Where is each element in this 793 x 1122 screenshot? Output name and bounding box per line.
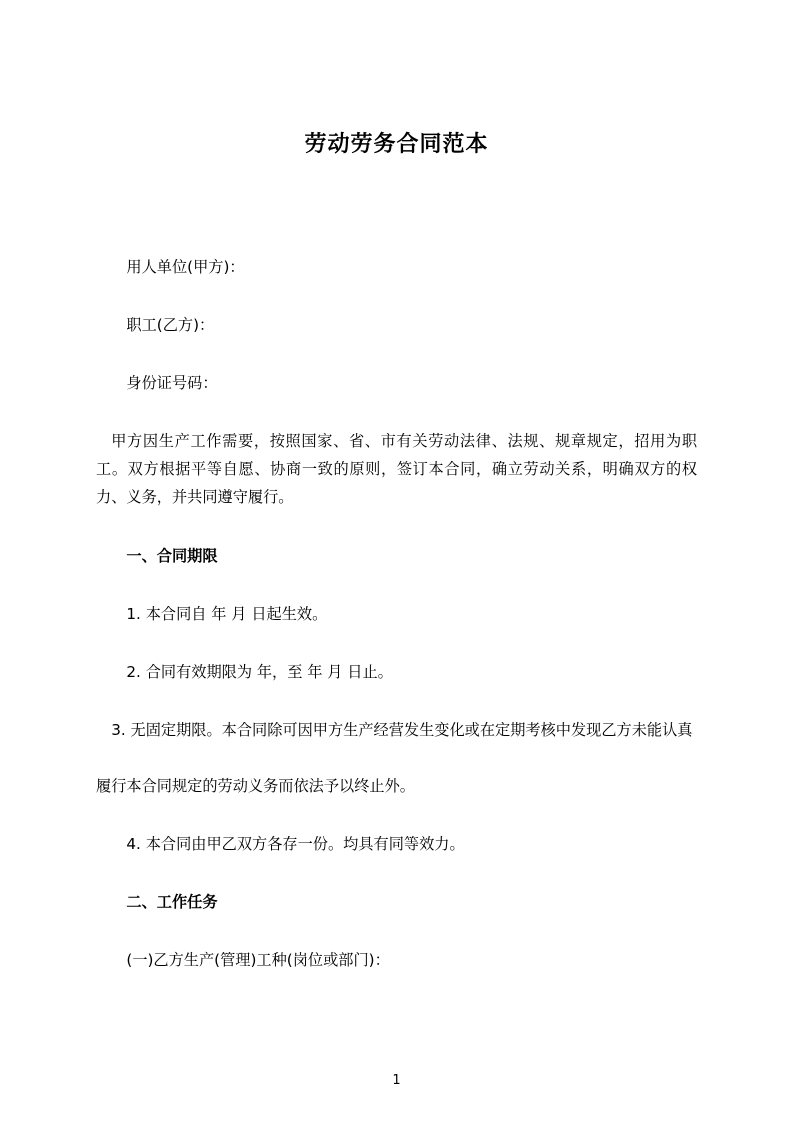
paragraph-work-task-item-1: (一)乙方生产(管理)工种(岗位或部门)： <box>126 951 390 970</box>
paragraph-id-number-field: 身份证号码： <box>126 374 218 393</box>
page-number: 1 <box>392 1073 401 1088</box>
document-body <box>96 253 697 975</box>
paragraph-term-item-4: 4. 本合同由甲乙双方各存一份。均具有同等效力。 <box>126 835 465 854</box>
paragraph-preamble: 甲方因生产工作需要，按照国家、省、市有关劳动法律、法规、规章规定，招用为职工。双方根据平等自愿、协商一致的原则，签订本合同，确立劳动关系，明确双方的权力、义务，并共同遵守履行。 <box>96 432 697 507</box>
paragraph-employer-field: 用人单位(甲方)： <box>126 257 245 276</box>
paragraph-employee-field: 职工(乙方)： <box>126 315 215 334</box>
page-title: 劳动劳务合同范本 <box>304 132 489 157</box>
section-heading-contract-term: 一、合同期限 <box>126 546 218 565</box>
paragraph-term-item-2: 2. 合同有效期限为 年，至 年 月 日止。 <box>126 662 393 681</box>
paragraph-term-item-3-continued: 履行本合同规定的劳动义务而依法予以终止外。 <box>96 777 415 796</box>
document-content <box>96 0 697 1005</box>
paragraph-term-item-1: 1. 本合同自 年 月 日起生效。 <box>126 604 328 623</box>
paragraph-term-item-3: 3. 无固定期限。本合同除可因甲方生产经营发生变化或在定期考核中发现乙方未能认真 <box>111 720 693 739</box>
section-heading-work-task: 二、工作任务 <box>126 893 218 912</box>
